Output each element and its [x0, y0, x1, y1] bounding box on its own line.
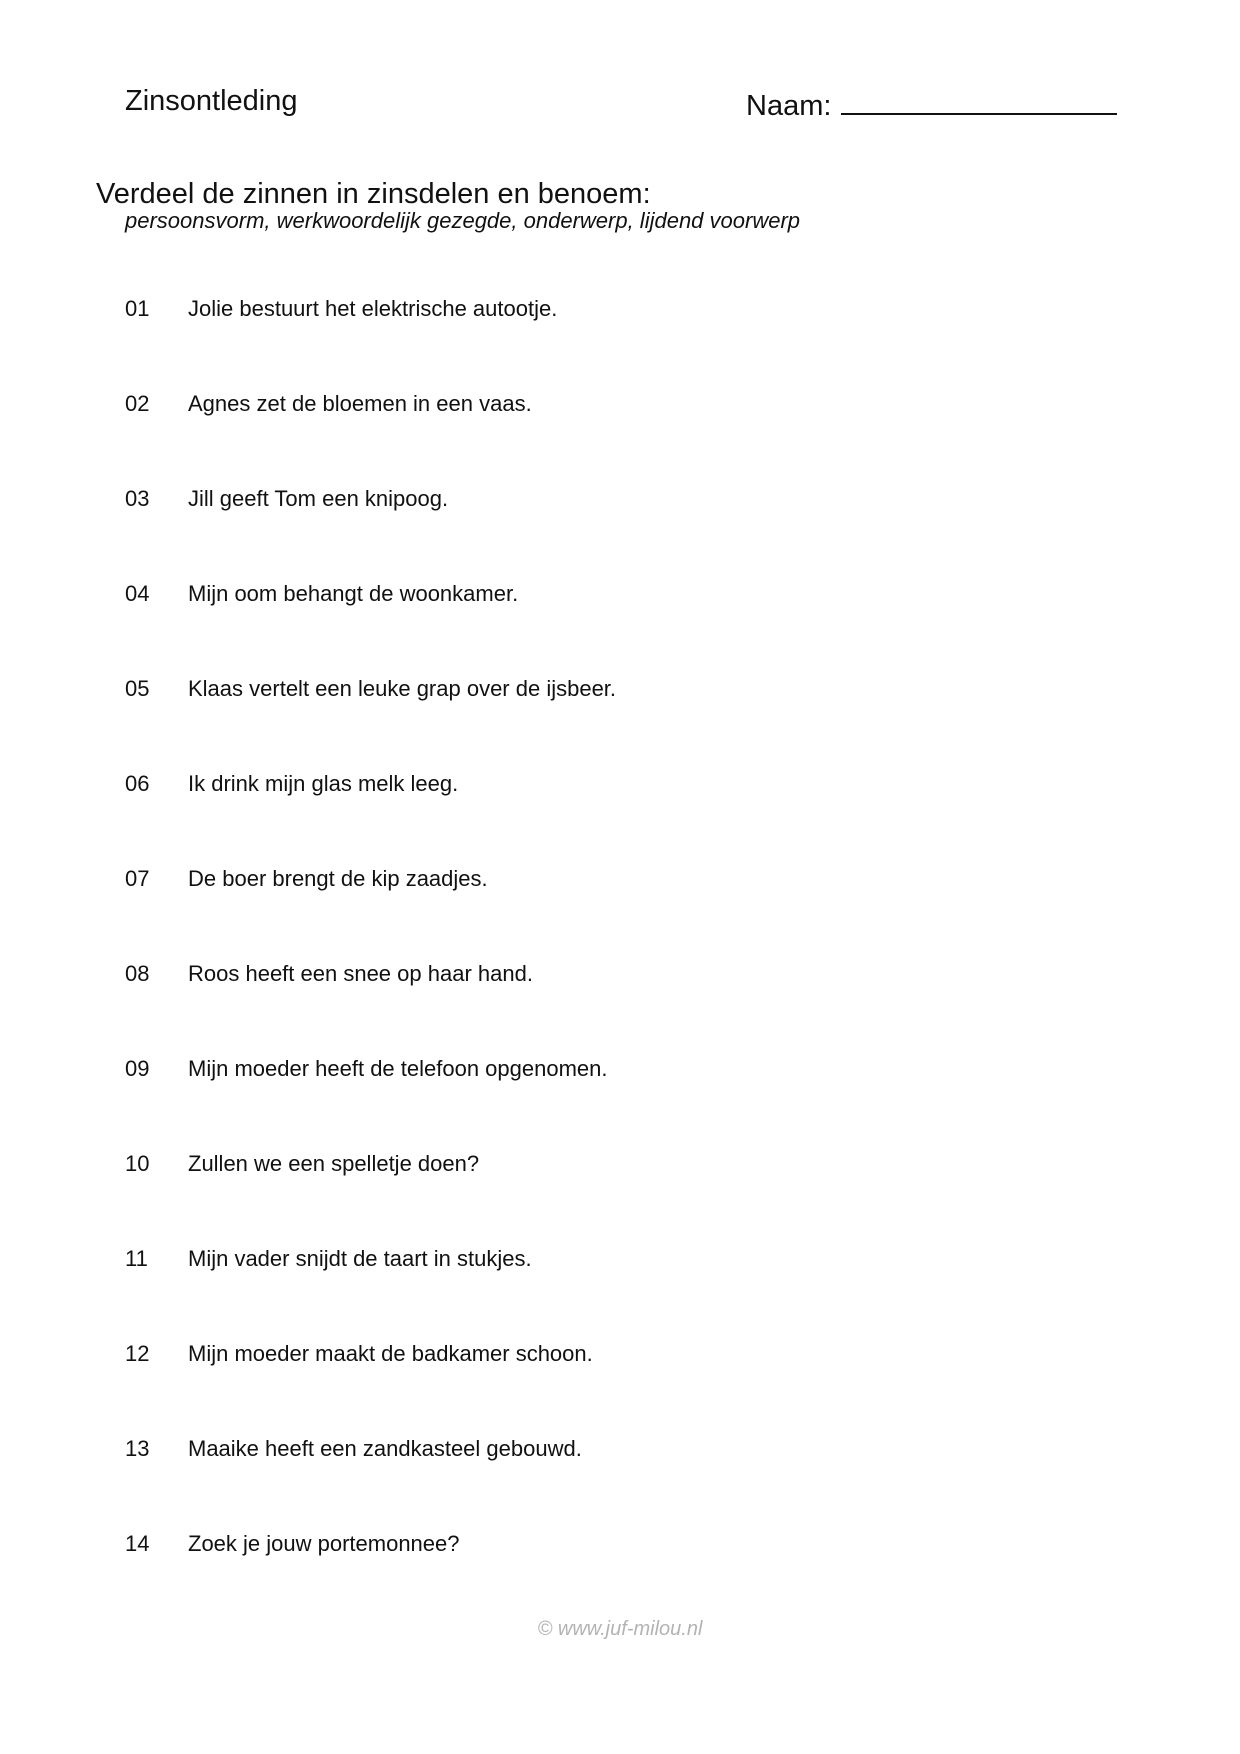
sentence-text: Zullen we een spelletje doen?	[188, 1151, 480, 1176]
instruction-subheading: persoonsvorm, werkwoordelijk gezegde, onderwerp, lijdend voorwerp	[125, 208, 801, 233]
sentence-text: Mijn vader snijdt de taart in stukjes.	[188, 1246, 532, 1271]
sentence-number: 03	[125, 486, 150, 511]
sentence-number: 12	[125, 1341, 150, 1366]
sentence-text: Jill geeft Tom een knipoog.	[188, 486, 449, 511]
sentence-text: Zoek je jouw portemonnee?	[188, 1531, 460, 1556]
sentence-number: 07	[125, 866, 150, 891]
sentence-number: 04	[125, 581, 150, 606]
page-title: Zinsontleding	[125, 85, 298, 117]
sentence-number: 06	[125, 771, 150, 796]
name-input-line[interactable]	[841, 84, 1117, 115]
sentence-text: Klaas vertelt een leuke grap over de ijsbeer.	[188, 676, 617, 701]
sentence-text: Roos heeft een snee op haar hand.	[188, 961, 533, 986]
sentence-text: Agnes zet de bloemen in een vaas.	[188, 391, 532, 416]
sentence-text: Maaike heeft een zandkasteel gebouwd.	[188, 1436, 582, 1461]
sentence-text: Mijn moeder maakt de badkamer schoon.	[188, 1341, 593, 1366]
sentence-number: 01	[125, 296, 150, 321]
sentence-number: 14	[125, 1531, 150, 1556]
name-field	[746, 84, 1117, 123]
sentence-number: 10	[125, 1151, 150, 1176]
sentence-number: 11	[125, 1246, 148, 1271]
sentence-text: Mijn oom behangt de woonkamer.	[188, 581, 519, 606]
sentence-number: 13	[125, 1436, 150, 1461]
instruction-heading: Verdeel de zinnen in zinsdelen en benoem:	[96, 178, 651, 210]
footer-copyright: © www.juf-milou.nl	[537, 1618, 703, 1640]
sentence-number: 09	[125, 1056, 150, 1081]
sentence-number: 05	[125, 676, 150, 701]
sentence-text: Jolie bestuurt het elektrische autootje.	[188, 296, 558, 321]
sentence-number: 02	[125, 391, 150, 416]
sentence-number: 08	[125, 961, 150, 986]
sentence-text: De boer brengt de kip zaadjes.	[188, 866, 488, 891]
name-label: Naam:	[746, 90, 832, 122]
sentence-text: Mijn moeder heeft de telefoon opgenomen.	[188, 1056, 608, 1081]
sentence-text: Ik drink mijn glas melk leeg.	[188, 771, 459, 796]
